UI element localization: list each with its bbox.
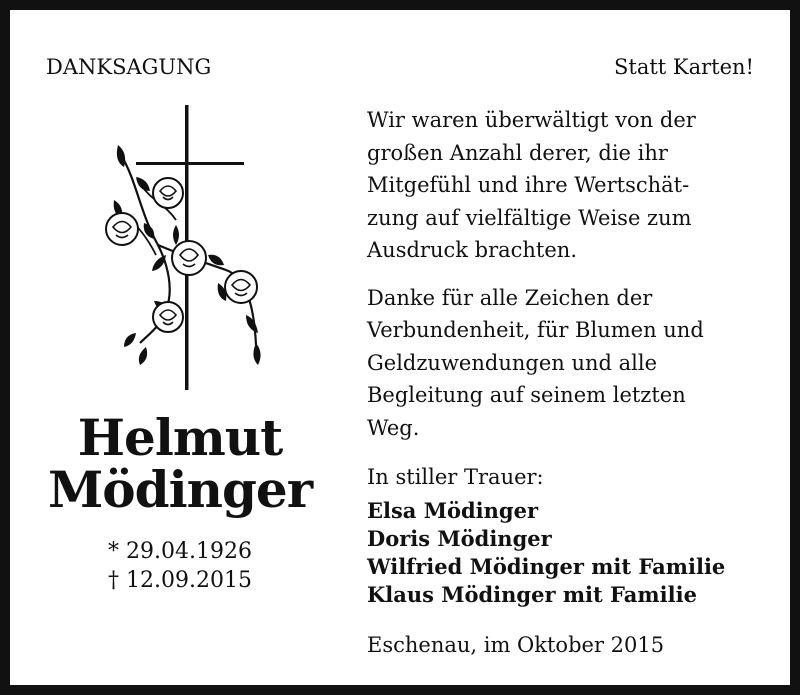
deceased-name (10, 408, 350, 519)
header-note: Statt Karten! (614, 55, 754, 79)
death-date: † 12.09.2015 (108, 568, 252, 593)
mourner: Elsa Mödinger (367, 498, 539, 523)
life-dates (10, 537, 350, 595)
last-name: Mödinger (47, 460, 313, 519)
thanks-paragraph-2: Danke für alle Zeichen der Verbundenheit, für Blumen und Geldzuwendungen und alle Begleitung auf seinem letzten Weg. (367, 285, 704, 440)
place-date: Eschenau, im Oktober 2015 (367, 633, 665, 657)
mourning-intro: In stiller Trauer: (367, 465, 544, 489)
birth-date: * 29.04.1926 (108, 539, 252, 564)
thanks-paragraph-1: Wir waren überwältigt von der großen Anzahl derer, die ihr Mitgefühl und ihre Wertschät- zung auf vielfältige Weise zum Ausdruck brachten. (367, 108, 696, 262)
mourner: Wilfried Mödinger mit Familie (367, 554, 726, 579)
mourner: Doris Mödinger (367, 526, 552, 551)
header-title: DANKSAGUNG (46, 55, 212, 79)
mourner: Klaus Mödinger mit Familie (367, 582, 697, 607)
thanks-text (367, 104, 777, 661)
first-name: Helmut (77, 408, 283, 467)
mourner-list (367, 497, 777, 609)
cross-with-roses-icon (96, 105, 266, 390)
